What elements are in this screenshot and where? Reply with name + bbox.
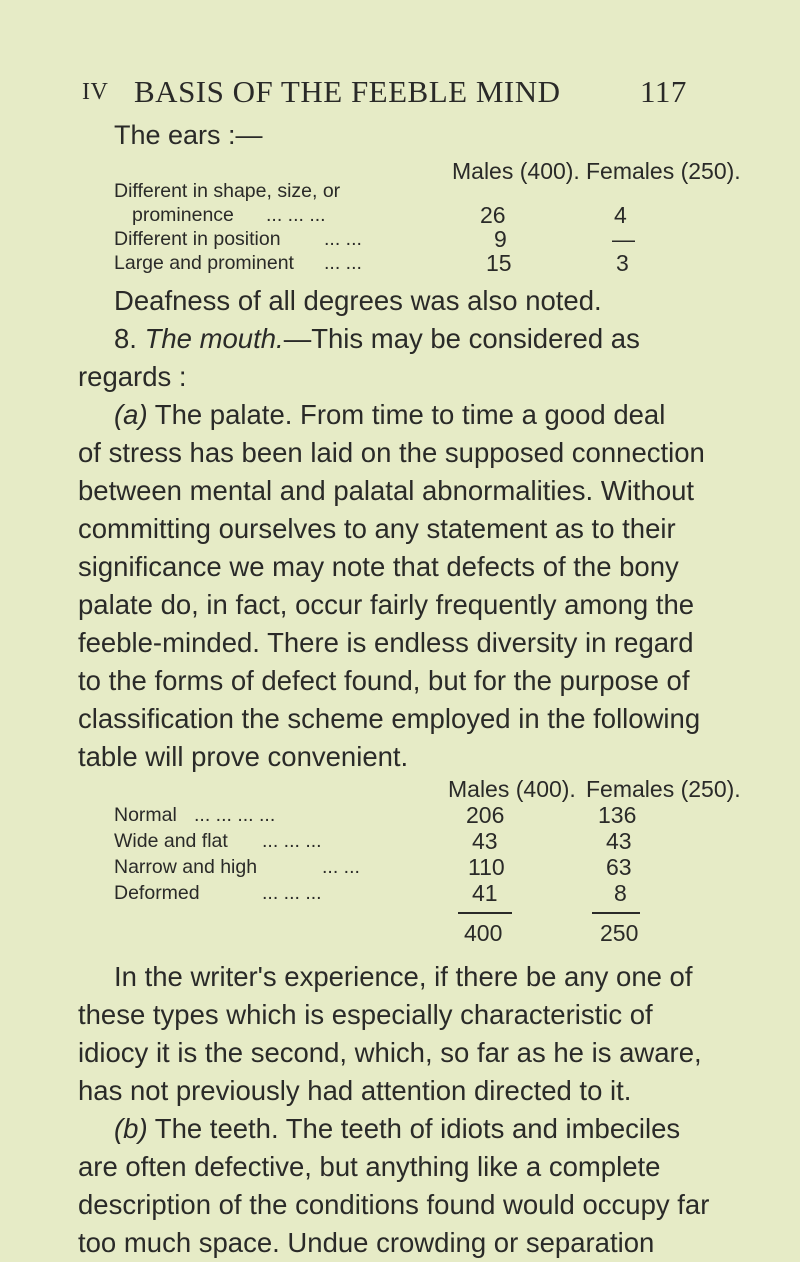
sum-rule-males — [458, 912, 512, 914]
palate-line: palate do, in fact, occur fairly frequently among the — [78, 589, 695, 620]
teeth-line: too much space. Undue crowding or separation — [78, 1227, 655, 1258]
leader-dots: ... ... ... — [266, 204, 326, 226]
ears-col-males: Males (400). — [452, 158, 580, 184]
mouth-heading — [114, 320, 640, 358]
palate-females-value: 43 — [606, 828, 632, 854]
palate-line-text: The palate. From time to time a good deal — [154, 399, 666, 430]
palate-females-value: 63 — [606, 854, 632, 880]
palate-row-label: Deformed — [114, 882, 200, 904]
ears-row-label: Large and prominent — [114, 252, 294, 274]
palate-total-females: 250 — [600, 920, 639, 946]
palate-row-label: Wide and flat — [114, 830, 228, 852]
palate-row-label: Narrow and high — [114, 856, 258, 878]
paragraph-marker: (b) — [114, 1113, 148, 1144]
ears-row-label: Different in position — [114, 228, 281, 250]
ears-heading: The ears :— — [114, 120, 263, 150]
writer-line: has not previously had attention directed to it. — [78, 1075, 632, 1106]
ears-males-value: 26 — [480, 202, 506, 228]
leader-dots: ... ... — [324, 228, 362, 250]
leader-dots: ... ... ... ... — [194, 804, 276, 826]
palate-females-value: 136 — [598, 802, 637, 828]
paragraph-marker: (a) — [114, 399, 148, 430]
teeth-line: are often defective, but anything like a complete — [78, 1151, 661, 1182]
sum-rule-females — [592, 912, 640, 914]
palate-col-females: Females (250). — [586, 776, 741, 802]
palate-males-value: 110 — [468, 854, 505, 880]
palate-line: table will prove convenient. — [78, 741, 409, 772]
section-number: 8. — [114, 323, 137, 354]
leader-dots: ... ... ... — [262, 830, 322, 852]
palate-line: to the forms of defect found, but for the purpose of — [78, 665, 690, 696]
leader-dots: ... ... — [322, 856, 360, 878]
running-title: BASIS OF THE FEEBLE MIND — [134, 74, 561, 109]
section-title: The mouth. — [144, 323, 284, 354]
ears-females-value: 3 — [616, 250, 629, 276]
chapter-number: IV — [82, 79, 109, 105]
palate-line: between mental and palatal abnormalities. Without — [78, 475, 695, 506]
ears-row-label: Different in shape, size, or — [114, 180, 341, 202]
page-number: 117 — [640, 74, 687, 109]
palate-line: committing ourselves to any statement as to their — [78, 513, 676, 544]
palate-line: significance we may note that defects of the bony — [78, 551, 679, 582]
teeth-line — [114, 1110, 680, 1148]
palate-total-males: 400 — [464, 920, 503, 946]
palate-line — [114, 396, 665, 434]
palate-males-value: 41 — [472, 880, 498, 906]
ears-col-females: Females (250). — [586, 158, 741, 184]
leader-dots: ... ... ... — [262, 882, 322, 904]
ears-females-value: — — [612, 226, 635, 252]
ears-males-value: 9 — [494, 226, 507, 252]
palate-line: feeble-minded. There is endless diversity in regard — [78, 627, 694, 658]
leader-dots: ... ... — [324, 252, 362, 274]
ears-males-value: 15 — [486, 250, 512, 276]
palate-males-value: 43 — [472, 828, 498, 854]
teeth-line: description of the conditions found would occupy far — [78, 1189, 710, 1220]
deafness-paragraph: Deafness of all degrees was also noted. — [114, 285, 602, 316]
section-lead: —This may be considered as — [283, 323, 640, 354]
palate-line: classification the scheme employed in the following — [78, 703, 701, 734]
palate-females-value: 8 — [614, 880, 627, 906]
writer-line: these types which is especially characteristic of — [78, 999, 653, 1030]
writer-line: In the writer's experience, if there be any one of — [114, 961, 693, 992]
teeth-line-text: The teeth. The teeth of idiots and imbeciles — [154, 1113, 681, 1144]
palate-row-label: Normal — [114, 804, 177, 826]
palate-line: of stress has been laid on the supposed connection — [78, 437, 705, 468]
palate-males-value: 206 — [466, 802, 505, 828]
ears-females-value: 4 — [614, 202, 627, 228]
ears-row-label: prominence — [132, 204, 234, 226]
mouth-continuation: regards : — [78, 361, 187, 392]
palate-col-males: Males (400). — [448, 776, 576, 802]
writer-line: idiocy it is the second, which, so far as he is aware, — [78, 1037, 702, 1068]
